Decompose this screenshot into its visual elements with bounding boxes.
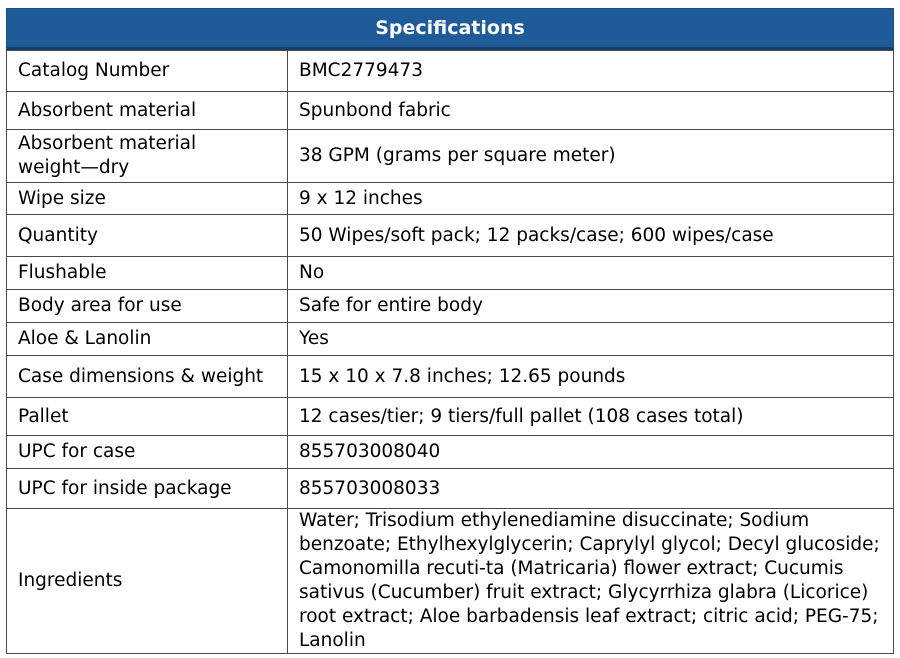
- row-value: Water; Trisodium ethylenediamine disuccinate; Sodium benzoate; Ethylhexylglycerin; Caprylyl glycol; Decyl glucoside; Camonomilla recuti-ta (Matricaria) flower extract; Cucumis sativus (Cucumber) fruit extract; Glycyrrhiza glabra (Licorice) root extract; Aloe barbadensis leaf extract; citric acid; PEG-75; Lanolin: [288, 509, 894, 654]
- row-value: No: [288, 257, 894, 290]
- table-row: [7, 183, 894, 215]
- row-label: Body area for use: [7, 290, 288, 323]
- row-value: BMC2779473: [288, 51, 894, 92]
- row-label: Case dimensions & weight: [7, 356, 288, 398]
- row-value: 38 GPM (grams per square meter): [288, 130, 894, 183]
- table-row: [7, 130, 894, 183]
- table-row: [7, 257, 894, 290]
- row-label: Ingredients: [7, 509, 288, 654]
- row-label: Absorbent material weight—dry: [7, 130, 288, 183]
- table-row: [7, 469, 894, 509]
- table-row: [7, 215, 894, 257]
- row-value: 50 Wipes/soft pack; 12 packs/case; 600 wipes/case: [288, 215, 894, 257]
- table-row: [7, 509, 894, 654]
- row-label: Quantity: [7, 215, 288, 257]
- row-value: 855703008040: [288, 436, 894, 469]
- row-value: Safe for entire body: [288, 290, 894, 323]
- row-label: Absorbent material: [7, 92, 288, 130]
- specifications-table: [6, 50, 894, 654]
- table-row: [7, 356, 894, 398]
- table-row: [7, 51, 894, 92]
- table-row: [7, 323, 894, 356]
- table-row: [7, 398, 894, 436]
- row-value: Yes: [288, 323, 894, 356]
- table-row: [7, 290, 894, 323]
- row-label: UPC for case: [7, 436, 288, 469]
- row-label: Flushable: [7, 257, 288, 290]
- table-row: [7, 436, 894, 469]
- table-row: [7, 92, 894, 130]
- row-value: 9 x 12 inches: [288, 183, 894, 215]
- row-label: Pallet: [7, 398, 288, 436]
- table-title: Specifications: [6, 8, 894, 50]
- row-label: Wipe size: [7, 183, 288, 215]
- specifications-table-container: [6, 8, 894, 654]
- row-label: UPC for inside package: [7, 469, 288, 509]
- row-label: Aloe & Lanolin: [7, 323, 288, 356]
- row-value: 12 cases/tier; 9 tiers/full pallet (108 cases total): [288, 398, 894, 436]
- row-value: Spunbond fabric: [288, 92, 894, 130]
- row-value: 15 x 10 x 7.8 inches; 12.65 pounds: [288, 356, 894, 398]
- row-label: Catalog Number: [7, 51, 288, 92]
- row-value: 855703008033: [288, 469, 894, 509]
